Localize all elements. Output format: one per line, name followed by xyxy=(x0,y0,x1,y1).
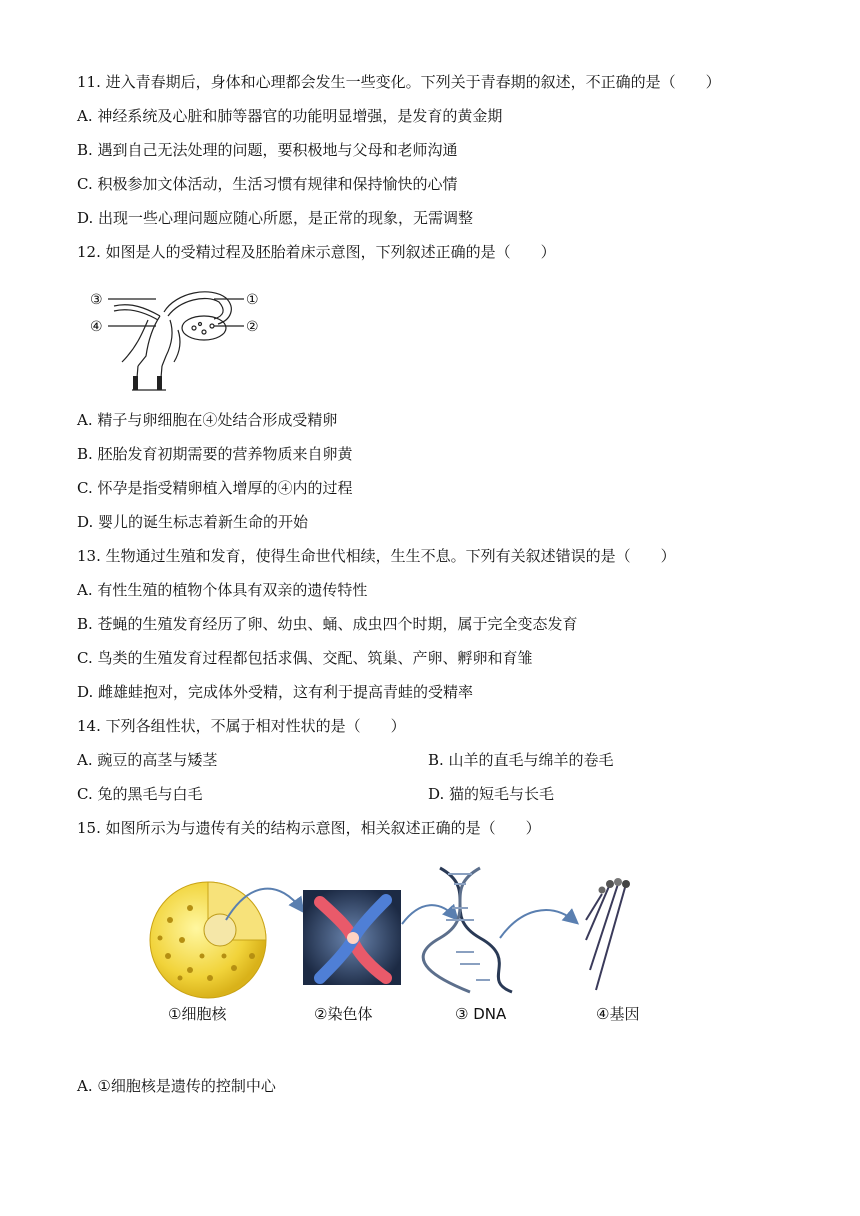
dna-image xyxy=(423,868,512,992)
chromosome-image xyxy=(303,890,401,985)
q12-option-c: C. 怀孕是指受精卵植入增厚的④内的过程 xyxy=(77,479,353,497)
q14-option-d: D. 猫的短毛与长毛 xyxy=(428,785,555,803)
q13-stem: 13. 生物通过生殖和发育，使得生命世代相续，生生不息。下列有关叙述错误的是（ ） xyxy=(77,547,676,565)
q13-option-d: D. 雌雄蛙抱对，完成体外受精，这有利于提高青蛙的受精率 xyxy=(77,683,474,701)
q15-stem: 15. 如图所示为与遗传有关的结构示意图，相关叙述正确的是（ ） xyxy=(77,819,541,837)
q13-option-b: B. 苍蝇的生殖发育经历了卵、幼虫、蛹、成虫四个时期，属于完全变态发育 xyxy=(77,615,578,633)
arrow-3 xyxy=(500,910,576,938)
uterus-diagram xyxy=(86,286,266,396)
genetics-structure-figure xyxy=(140,860,640,1000)
q12-option-d: D. 婴儿的诞生标志着新生命的开始 xyxy=(77,513,309,531)
caption-gene: ④基因 xyxy=(596,1005,640,1023)
q14-stem: 14. 下列各组性状，不属于相对性状的是（ ） xyxy=(77,717,406,735)
cell-nucleus-image xyxy=(150,882,266,998)
q11-stem: 11. 进入青春期后，身体和心理都会发生一些变化。下列关于青春期的叙述，不正确的是（ ） xyxy=(77,73,721,91)
q12-option-a: A. 精子与卵细胞在④处结合形成受精卵 xyxy=(77,411,338,429)
q11-option-d: D. 出现一些心理问题应随心所愿，是正常的现象，无需调整 xyxy=(77,209,474,227)
q11-option-c: C. 积极参加文体活动，生活习惯有规律和保持愉快的心情 xyxy=(77,175,458,193)
q11-option-b: B. 遇到自己无法处理的问题，要积极地与父母和老师沟通 xyxy=(77,141,458,159)
q14-option-a: A. 豌豆的高茎与矮茎 xyxy=(77,751,218,769)
q14-option-c: C. 兔的黑毛与白毛 xyxy=(77,785,203,803)
caption-dna: ③ DNA xyxy=(455,1005,507,1023)
caption-chromosome: ②染色体 xyxy=(314,1005,373,1023)
gene-image xyxy=(586,878,630,990)
label-4: ④ xyxy=(90,319,103,335)
label-1: ① xyxy=(246,292,259,308)
label-2: ② xyxy=(246,319,259,335)
caption-nucleus: ①细胞核 xyxy=(168,1005,227,1023)
q12-option-b: B. 胚胎发育初期需要的营养物质来自卵黄 xyxy=(77,445,353,463)
q13-option-c: C. 鸟类的生殖发育过程都包括求偶、交配、筑巢、产卵、孵卵和育雏 xyxy=(77,649,533,667)
q11-option-a: A. 神经系统及心脏和肺等器官的功能明显增强，是发育的黄金期 xyxy=(77,107,503,125)
q12-stem: 12. 如图是人的受精过程及胚胎着床示意图，下列叙述正确的是（ ） xyxy=(77,243,556,261)
q13-option-a: A. 有性生殖的植物个体具有双亲的遗传特性 xyxy=(77,581,368,599)
arrow-2 xyxy=(402,905,456,924)
q15-option-a: A. ①细胞核是遗传的控制中心 xyxy=(77,1077,276,1095)
q14-option-b: B. 山羊的直毛与绵羊的卷毛 xyxy=(428,751,614,769)
label-3: ③ xyxy=(90,292,103,308)
